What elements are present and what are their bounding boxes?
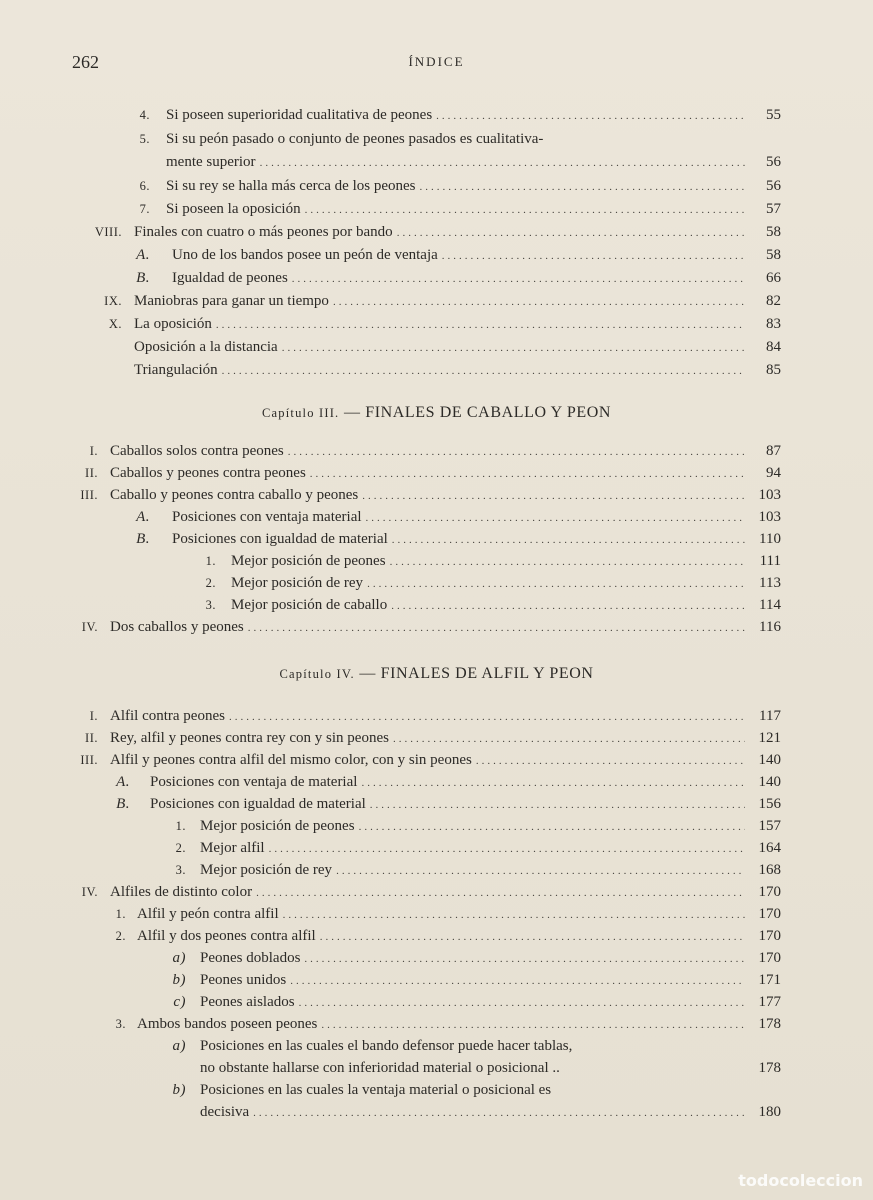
entry-page: 180 (758, 1104, 781, 1120)
toc-entry-continuation (0, 1101, 873, 1123)
entry-page: 57 (766, 201, 781, 217)
toc-entry (0, 1035, 873, 1057)
toc-entry (0, 1079, 873, 1101)
entry-page: 94 (766, 465, 781, 481)
toc-entry (0, 506, 873, 528)
entry-page: 103 (758, 487, 781, 503)
entry-title: Posiciones con igualdad de material ..... (150, 793, 745, 816)
toc-entry (0, 925, 873, 947)
entry-page: 170 (758, 884, 781, 900)
entry-page: 156 (758, 796, 781, 812)
page-number: 262 (72, 52, 99, 72)
entry-title: Mejor alfil ..... (200, 837, 745, 860)
entry-letter: a) (172, 950, 186, 966)
entry-page: 58 (766, 247, 781, 263)
entry-letter: B. (116, 796, 130, 812)
toc-entry (0, 440, 873, 462)
entry-title: Posiciones en las cuales el bando defensor puede hacer tablas, (200, 1038, 573, 1054)
chapter-label: Capítulo III. (261, 406, 340, 420)
toc-entry (0, 550, 873, 572)
entry-title: Posiciones en las cuales la ventaja material o posicional es (200, 1082, 552, 1098)
entry-letter: A. (136, 509, 150, 525)
entry-number: II. (85, 731, 98, 745)
toc-entry (0, 594, 873, 616)
entry-title: Alfil y dos peones contra alfil ..... (137, 925, 745, 948)
toc-entry (0, 290, 873, 312)
toc-entry (0, 175, 873, 197)
entry-title: Alfil contra peones ..... (110, 705, 745, 728)
entry-page: 55 (766, 107, 781, 123)
toc-entry (0, 815, 873, 837)
entry-title: La oposición ..... (134, 313, 745, 336)
entry-number: VIII. (94, 225, 122, 239)
entry-number: 3. (205, 598, 216, 612)
entry-number: I. (89, 709, 98, 723)
entry-page: 121 (758, 730, 781, 746)
entry-title: Caballos solos contra peones ..... (110, 440, 745, 463)
entry-title: Finales con cuatro o más peones por bando ..... (134, 221, 745, 244)
entry-letter: c) (173, 994, 186, 1010)
entry-title: mente superior ..... (166, 151, 745, 174)
entry-letter: A. (136, 247, 150, 263)
entry-title: Igualdad de peones ..... (172, 267, 745, 290)
toc-entry-continuation (0, 151, 873, 173)
entry-title: Triangulación ..... (134, 359, 745, 382)
entry-number: 1. (175, 819, 186, 833)
toc-entry (0, 244, 873, 266)
entry-number: 3. (115, 1017, 126, 1031)
entry-page: 178 (758, 1016, 781, 1032)
chapter-label: Capítulo IV. (279, 667, 355, 681)
entry-page: 178 (758, 1060, 781, 1076)
entry-page: 168 (758, 862, 781, 878)
entry-title: Rey, alfil y peones contra rey con y sin peones ..... (110, 727, 745, 750)
entry-page: 56 (766, 178, 781, 194)
entry-title: Peones doblados ..... (200, 947, 745, 970)
entry-title: Maniobras para ganar un tiempo ..... (134, 290, 745, 313)
toc-entry (0, 771, 873, 793)
entry-title: Ambos bandos poseen peones ..... (137, 1013, 745, 1036)
entry-number: III. (80, 753, 98, 767)
entry-page: 85 (766, 362, 781, 378)
entry-number: IV. (81, 885, 98, 899)
entry-page: 140 (758, 752, 781, 768)
entry-title: Mejor posición de peones ..... (231, 550, 745, 573)
entry-page: 177 (758, 994, 781, 1010)
toc-entry-continuation (0, 1057, 873, 1079)
entry-letter: a) (172, 1038, 186, 1054)
entry-number: 4. (139, 108, 150, 122)
entry-number: II. (85, 466, 98, 480)
toc-entry (0, 903, 873, 925)
entry-title: Si su peón pasado o conjunto de peones pasados es cualitativa- (166, 131, 544, 147)
chapter-heading (0, 404, 873, 422)
entry-title: Uno de los bandos posee un peón de ventaja ..... (172, 244, 745, 267)
toc-entry (0, 616, 873, 638)
toc-entry (0, 484, 873, 506)
entry-number: X. (108, 317, 122, 331)
entry-number: 2. (175, 841, 186, 855)
entry-title: Alfil y peón contra alfil ..... (137, 903, 745, 926)
entry-page: 111 (759, 553, 781, 569)
entry-title: Mejor posición de rey ..... (200, 859, 745, 882)
toc-entry (0, 462, 873, 484)
entry-number: IV. (81, 620, 98, 634)
entry-page: 82 (766, 293, 781, 309)
chapter-title: — FINALES DE ALFIL Y PEON (359, 665, 594, 682)
toc-entry (0, 837, 873, 859)
toc-entry (0, 859, 873, 881)
toc-entry (0, 749, 873, 771)
entry-title: Dos caballos y peones ..... (110, 616, 745, 639)
entry-number: 2. (115, 929, 126, 943)
entry-letter: b) (172, 1082, 186, 1098)
header-title: ÍNDICE (408, 54, 465, 69)
entry-title: Caballo y peones contra caballo y peones ..... (110, 484, 745, 507)
entry-title: Mejor posición de caballo ..... (231, 594, 745, 617)
entry-title: Posiciones con ventaja material ..... (172, 506, 745, 529)
entry-title: Peones aislados ..... (200, 991, 745, 1014)
chapter-title: — FINALES DE CABALLO Y PEON (344, 404, 612, 421)
toc-entry (0, 572, 873, 594)
entry-title: Mejor posición de rey ..... (231, 572, 745, 595)
entry-page: 110 (759, 531, 781, 547)
entry-letter: B. (136, 531, 150, 547)
entry-number: 1. (115, 907, 126, 921)
toc-entry (0, 727, 873, 749)
toc-entry (0, 947, 873, 969)
entry-page: 164 (758, 840, 781, 856)
toc-entry (0, 336, 873, 358)
toc-entry (0, 969, 873, 991)
entry-number: 1. (205, 554, 216, 568)
running-head (72, 52, 801, 78)
entry-page: 116 (759, 619, 781, 635)
entry-page: 157 (758, 818, 781, 834)
entry-letter: A. (116, 774, 130, 790)
entry-title: no obstante hallarse con inferioridad material o posicional .. (200, 1060, 560, 1076)
entry-page: 87 (766, 443, 781, 459)
toc-entry (0, 881, 873, 903)
entry-title: Mejor posición de peones ..... (200, 815, 745, 838)
entry-title: Oposición a la distancia ..... (134, 336, 745, 359)
entry-page: 117 (759, 708, 781, 724)
entry-title: Peones unidos ..... (200, 969, 745, 992)
toc-entry (0, 793, 873, 815)
entry-page: 58 (766, 224, 781, 240)
entry-page: 83 (766, 316, 781, 332)
toc-entry (0, 128, 873, 150)
entry-page: 114 (759, 597, 781, 613)
entry-number: 6. (139, 179, 150, 193)
entry-title: Posiciones con igualdad de material ..... (172, 528, 745, 551)
toc-entry (0, 528, 873, 550)
entry-number: IX. (104, 294, 122, 308)
entry-page: 56 (766, 154, 781, 170)
entry-number: I. (89, 444, 98, 458)
entry-page: 140 (758, 774, 781, 790)
entry-title: decisiva ..... (200, 1101, 745, 1124)
entry-page: 113 (759, 575, 781, 591)
toc-entry (0, 359, 873, 381)
watermark-logo: todocoleccion (738, 1171, 863, 1190)
entry-letter: b) (172, 972, 186, 988)
entry-title: Si poseen la oposición ..... (166, 198, 745, 221)
toc-entry (0, 198, 873, 220)
entry-page: 84 (766, 339, 781, 355)
entry-page: 66 (766, 270, 781, 286)
toc-entry (0, 221, 873, 243)
entry-number: 7. (139, 202, 150, 216)
entry-letter: B. (136, 270, 150, 286)
toc-entry (0, 991, 873, 1013)
toc-entry (0, 104, 873, 126)
entry-number: 2. (205, 576, 216, 590)
entry-page: 170 (758, 950, 781, 966)
entry-page: 171 (758, 972, 781, 988)
entry-page: 170 (758, 928, 781, 944)
entry-page: 103 (758, 509, 781, 525)
toc-entry (0, 705, 873, 727)
entry-number: 5. (139, 132, 150, 146)
toc-entry (0, 267, 873, 289)
entry-number: III. (80, 488, 98, 502)
toc-entry (0, 1013, 873, 1035)
entry-title: Si su rey se halla más cerca de los peones ..... (166, 175, 745, 198)
entry-title: Si poseen superioridad cualitativa de peones ..... (166, 104, 745, 127)
entry-title: Caballos y peones contra peones ..... (110, 462, 745, 485)
entry-page: 170 (758, 906, 781, 922)
entry-title: Alfiles de distinto color ..... (110, 881, 745, 904)
entry-title: Alfil y peones contra alfil del mismo color, con y sin peones ..... (110, 749, 745, 772)
entry-title: Posiciones con ventaja de material ..... (150, 771, 745, 794)
toc-entry (0, 313, 873, 335)
chapter-heading (0, 665, 873, 683)
entry-number: 3. (175, 863, 186, 877)
